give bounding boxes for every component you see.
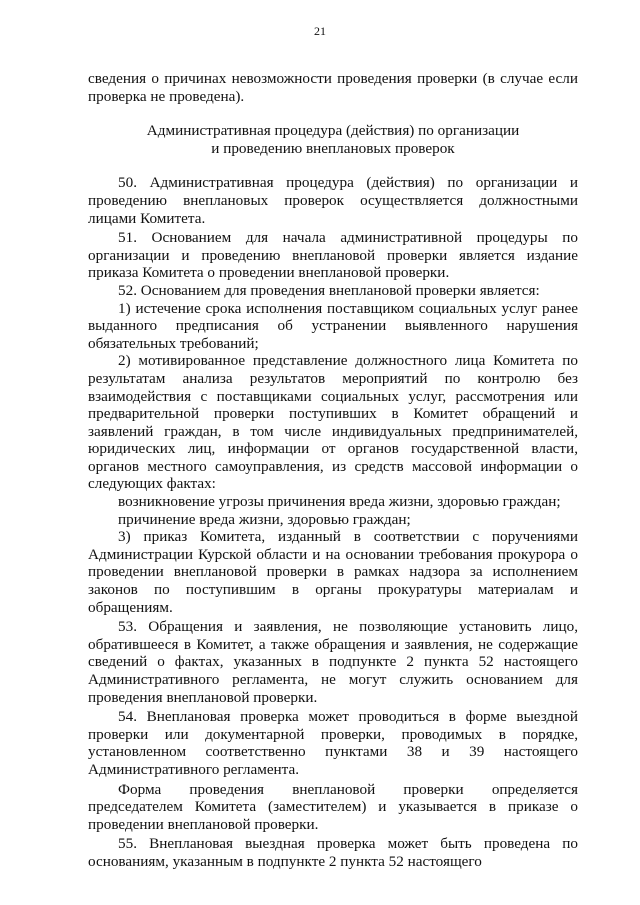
document-body [88, 70, 578, 871]
paragraph-50: 50. Административная процедура (действия) по организации и проведению внеплановых проверок осуществляется должностными лицами Комитета. [88, 174, 578, 227]
paragraph-54: 54. Внеплановая проверка может проводиться в форме выездной проверки или документарной проверки, проводимых в порядке, установленном соответственно пунктами 38 и 39 настоящего Административного регламента. [88, 708, 578, 778]
paragraph-52-item-1: 1) истечение срока исполнения поставщиком социальных услуг ранее выданного предписания об устранении выявленного нарушения обязательных требований; [88, 299, 578, 352]
paragraph-52-item-2: 2) мотивированное представление должностного лица Комитета по результатам анализа результатов мероприятий по контролю без взаимодействия с поставщиками социальных услуг, рассмотрения или предварительной проверки поступивших в Комитет обращений и заявлений граждан, в том числе индивидуальных предпринимателей, юридических лиц, информации от органов государственной власти, органов местного самоуправления, из средств массовой информации о следующих фактах: [88, 352, 578, 493]
section-heading-line-1: Административная процедура (действия) по организации [146, 122, 520, 140]
section-heading-line-2: и проведению внеплановых проверок [211, 139, 455, 157]
paragraph-52-item-3: 3) приказ Комитета, изданный в соответствии с поручениями Администрации Курской области и на основании требования прокурора о проведении внеплановой проверки в рамках надзора за исполнением законов по поступившим в органы прокуратуры материалам и обращениям. [88, 528, 578, 616]
intro-paragraph: сведения о причинах невозможности проведения проверки (в случае если проверка не проведена). [88, 70, 578, 105]
paragraph-53: 53. Обращения и заявления, не позволяющие установить лицо, обратившееся в Комитет, а также обращения и заявления, не содержащие сведений о фактах, указанных в подпункте 2 пункта 52 настоящего Административного регламента, не могут служить основанием для проведения внеплановой проверки. [88, 618, 578, 706]
paragraph-55: 55. Внеплановая выездная проверка может быть проведена по основаниям, указанным в подпункте 2 пункта 52 настоящего [88, 835, 578, 870]
paragraph-52-item-2-fact-2: причинение вреда жизни, здоровью граждан; [118, 510, 411, 528]
paragraph-52-item-2-fact-1: возникновение угрозы причинения вреда жизни, здоровью граждан; [118, 493, 561, 511]
paragraph-51: 51. Основанием для начала административной процедуры по организации и проведению внеплановой проверки является издание приказа Комитета о проведении внеплановой проверки. [88, 229, 578, 282]
paragraph-54-form: Форма проведения внеплановой проверки определяется председателем Комитета (заместителем) и указывается в приказе о проведении внеплановой проверки. [88, 780, 578, 833]
paragraph-52: 52. Основанием для проведения внеплановой проверки является: [118, 281, 540, 299]
page-number: 21 [314, 24, 326, 38]
section-heading [88, 122, 578, 157]
